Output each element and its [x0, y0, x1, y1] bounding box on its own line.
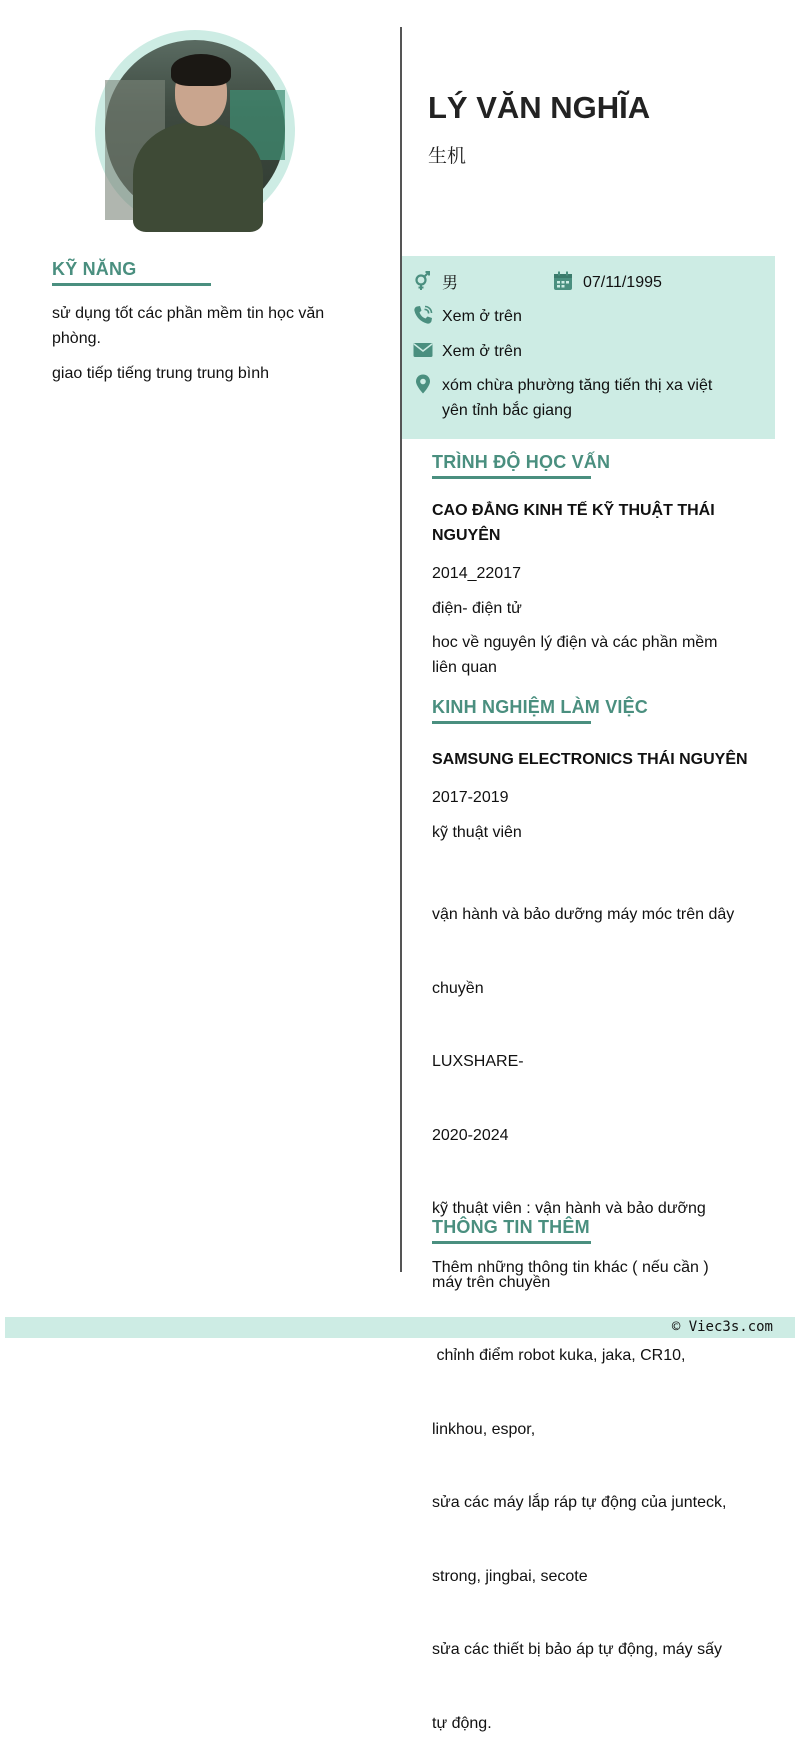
contact-panel	[402, 256, 775, 439]
experience-underline	[432, 721, 591, 724]
extra-heading: THÔNG TIN THÊM	[432, 1217, 590, 1237]
skill-item: giao tiếp tiếng trung trung bình	[52, 365, 270, 382]
job-title: 生机	[428, 145, 467, 167]
calendar-icon	[553, 271, 573, 291]
footer-bar	[5, 1317, 795, 1338]
email-value: Xem ở trên	[442, 343, 522, 360]
experience-company: SAMSUNG ELECTRONICS THÁI NGUYÊN	[432, 751, 748, 768]
education-underline	[432, 476, 591, 479]
address-value: xóm chừa phường tăng tiến thị xa việt yên tỉnh bắc giang	[442, 377, 713, 419]
experience-details: vận hành và bảo dưỡng máy móc trên dây chuyền LUXSHARE- 2020-2024 kỹ thuật viên : vận hành và bảo dưỡng máy trên chuyền chỉnh điểm robot kuka, jaka, CR10, linkhou, espor, sửa các máy lắp ráp tự động của junteck, strong, jingbai, secote sửa các thiết bị bảo áp tự động, máy sấy tự động.	[432, 906, 735, 1732]
birthday-value: 07/11/1995	[583, 274, 662, 291]
education-period: 2014_22017	[432, 565, 521, 582]
education-heading: TRÌNH ĐỘ HỌC VẤN	[432, 452, 611, 472]
gender-icon	[413, 271, 433, 291]
footer-credit: © Viec3s.com	[671, 1319, 773, 1335]
phone-icon	[413, 305, 433, 325]
experience-position: kỹ thuật viên	[432, 824, 522, 841]
experience-period: 2017-2019	[432, 789, 509, 806]
experience-heading: KINH NGHIỆM LÀM VIỆC	[432, 697, 649, 717]
phone-value: Xem ở trên	[442, 308, 522, 325]
extra-underline	[432, 1241, 591, 1244]
skill-item: sử dụng tốt các phần mềm tin học văn phòng.	[52, 305, 325, 347]
skills-heading: KỸ NĂNG	[52, 259, 137, 279]
location-icon	[413, 374, 433, 394]
avatar-frame	[95, 30, 295, 230]
education-description: hoc về nguyên lý điện và các phần mềm liên quan	[432, 634, 718, 676]
gender-value: 男	[442, 273, 459, 292]
education-school: CAO ĐẲNG KINH TẾ KỸ THUẬT THÁI NGUYÊN	[432, 502, 715, 544]
avatar	[105, 40, 285, 220]
email-icon	[413, 340, 433, 360]
column-divider	[400, 27, 402, 1272]
candidate-name: LÝ VĂN NGHĨA	[428, 90, 651, 125]
education-major: điện- điện tử	[432, 600, 522, 617]
skills-underline	[52, 283, 211, 286]
extra-text: Thêm những thông tin khác ( nếu cần )	[432, 1259, 709, 1276]
